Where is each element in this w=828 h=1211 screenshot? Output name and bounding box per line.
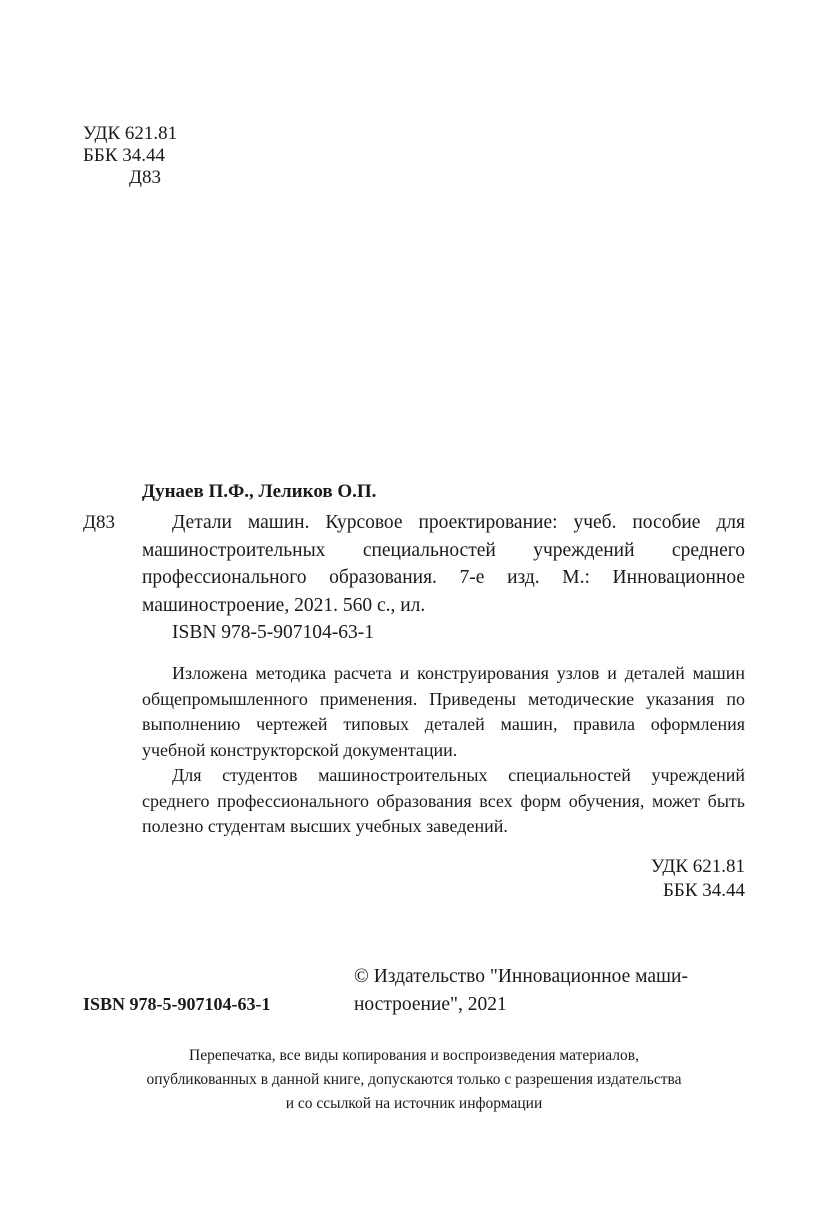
reproduction-notice bbox=[83, 1044, 745, 1116]
notice-line-2: опубликованных в данной книге, допускаются только с разрешения издательства bbox=[146, 1071, 682, 1088]
bibliographic-description bbox=[142, 509, 745, 647]
copyright-line-1: © Издательство "Инновационное маши- bbox=[354, 966, 688, 987]
annotation-paragraph-2: Для студентов машиностроительных специальностей учреждений среднего профессионального образования всех форм обучения, может быть полезно студентам высших учебных заведений. bbox=[142, 765, 745, 836]
author-mark: Д83 bbox=[129, 167, 161, 188]
isbn-line: ISBN 978-5-907104-63-1 bbox=[172, 622, 375, 643]
annotation-paragraph-1: Изложена методика расчета и конструирования узлов и деталей машин общепромышленного применения. Приведены методические указания по выполнению чертежей типовых деталей машин, правила оформления учебной конструкторской документации. bbox=[142, 663, 745, 760]
isbn-bold: ISBN 978-5-907104-63-1 bbox=[83, 994, 271, 1014]
udk-code: УДК 621.81 bbox=[83, 123, 178, 144]
notice-line-1: Перепечатка, все виды копирования и воспроизведения материалов, bbox=[189, 1047, 639, 1064]
bbk-code-bottom: ББК 34.44 bbox=[663, 880, 745, 901]
annotation bbox=[142, 661, 745, 840]
top-classification-codes bbox=[83, 123, 177, 189]
bottom-classification-codes bbox=[651, 855, 745, 903]
authors-heading: Дунаев П.Ф., Леликов О.П. bbox=[142, 481, 377, 502]
bibliographic-text: Детали машин. Курсовое проектирование: учеб. пособие для машиностроительных специальностей учреждений среднего профессионального образования. 7-е изд. М.: Инновационное машиностроение, 2021. 560 с., ил. bbox=[142, 512, 745, 616]
bbk-code: ББК 34.44 bbox=[83, 145, 165, 166]
udk-code-bottom: УДК 621.81 bbox=[650, 856, 745, 877]
copyright-notice bbox=[354, 963, 744, 1019]
notice-line-3: и со ссылкой на источник информации bbox=[285, 1095, 543, 1112]
copyright-line-2: ностроение", 2021 bbox=[354, 994, 507, 1015]
catalog-mark: Д83 bbox=[83, 512, 115, 533]
